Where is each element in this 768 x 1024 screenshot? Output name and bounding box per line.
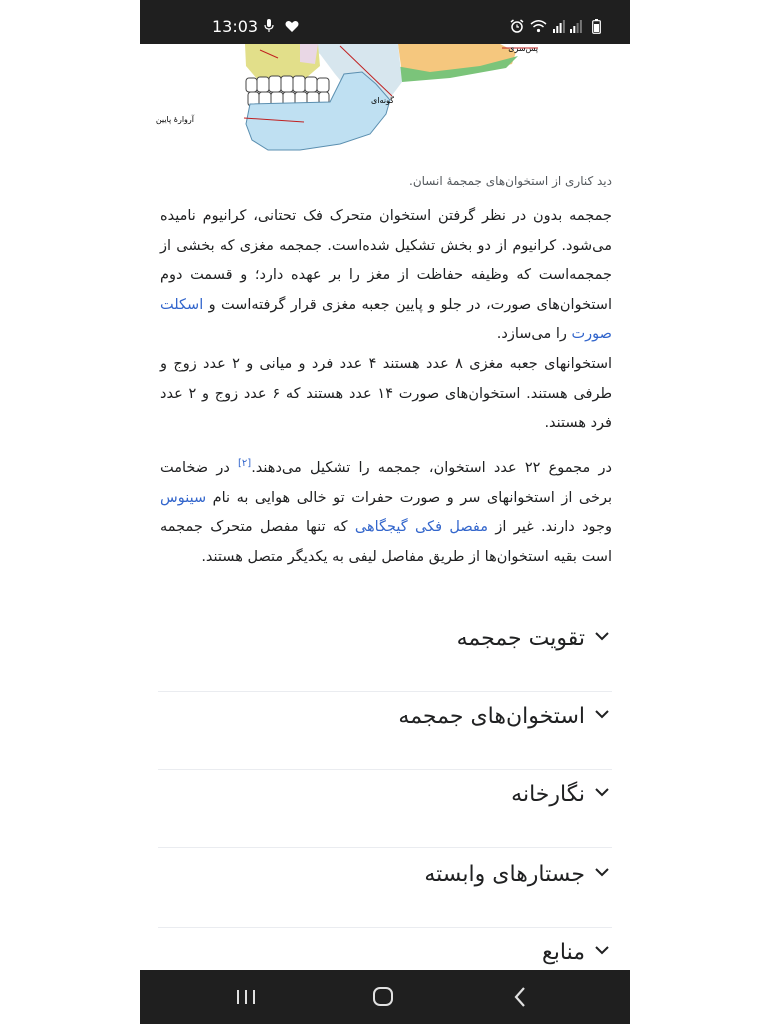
alarm-icon bbox=[510, 19, 524, 38]
paragraph bbox=[160, 202, 612, 350]
section-title: استخوان‌های جمجمه bbox=[398, 704, 585, 729]
label-zygomatic: گونه‌ای bbox=[371, 96, 394, 105]
link-sinus[interactable]: سینوس bbox=[160, 489, 207, 506]
paragraph-text: در مجموع ۲۲ عدد استخوان، جمجمه را تشکیل می‌دهند. bbox=[251, 460, 612, 476]
paragraph-text: جمجمه بدون در نظر گرفتن استخوان متحرک فک تحتانی، کرانیوم نامیده می‌شود. کرانیوم از دو بخش تشکیل شده‌است. جمجمه مغزی که بخشی از جمجمه‌است که وظیفه حفاظت از مغز را بر عهده دارد؛ و قسمت دوم استخوان‌های صورت، در جلو و پایین جعبه مغزی قرار گرفته‌است و bbox=[160, 208, 612, 313]
wifi-icon bbox=[530, 19, 547, 38]
paragraph-text: را می‌سازد. bbox=[496, 326, 572, 342]
section-header[interactable] bbox=[158, 692, 612, 770]
paragraph-text: وجود دارند. غیر از bbox=[488, 519, 612, 535]
chevron-down-icon bbox=[594, 866, 610, 878]
status-bar bbox=[140, 0, 630, 44]
section-header[interactable] bbox=[158, 614, 612, 692]
mic-icon bbox=[264, 19, 274, 38]
back-button[interactable] bbox=[500, 984, 540, 1010]
section-header[interactable] bbox=[158, 770, 612, 848]
battery-icon bbox=[592, 19, 601, 39]
figure-caption: دید کناری از استخوان‌های جمجمهٔ انسان. bbox=[409, 174, 612, 188]
recent-apps-button[interactable] bbox=[226, 984, 266, 1010]
home-button[interactable] bbox=[363, 984, 403, 1010]
section-title: تقویت جمجمه bbox=[456, 626, 585, 651]
heart-icon bbox=[285, 20, 299, 38]
chevron-down-icon bbox=[594, 786, 610, 798]
section-title: جستارهای وابسته bbox=[424, 862, 585, 887]
signal-icon bbox=[553, 19, 565, 38]
chevron-down-icon bbox=[594, 944, 610, 956]
link-temporomandibular-joint[interactable]: مفصل فکی گیجگاهی bbox=[354, 519, 489, 535]
label-occipital: پس‌سری bbox=[508, 44, 538, 53]
label-mandible: آروارهٔ پایین bbox=[155, 115, 194, 124]
divider bbox=[158, 847, 612, 848]
phone-screen bbox=[140, 0, 630, 1024]
paragraph-text: که تنها مفصل متحرک جمجمه است بقیه استخوان‌ها از طریق مفاصل لیفی به یکدیگر متصل هستند. bbox=[160, 519, 612, 565]
chevron-down-icon bbox=[594, 708, 610, 720]
section-title: منابع bbox=[542, 940, 585, 965]
chevron-down-icon bbox=[594, 630, 610, 642]
article-content bbox=[140, 44, 630, 970]
paragraph-text: در ضخامت برخی از استخوانهای سر و صورت حفرات تو خالی هوایی به نام bbox=[160, 460, 612, 506]
paragraph: استخوانهای جعبه مغزی ۸ عدد هستند ۴ عدد فرد و میانی و ۲ عدد زوج و طرفی هستند. استخوان‌های صورت ۱۴ عدد هستند که ۶ عدد زوج و ۲ عدد فرد هستند. bbox=[160, 356, 613, 431]
signal-icon bbox=[570, 19, 582, 38]
section-header[interactable] bbox=[158, 928, 612, 970]
status-time: 13:03 bbox=[212, 17, 259, 36]
section-title: نگارخانه bbox=[511, 782, 585, 807]
skull-diagram[interactable] bbox=[140, 44, 630, 164]
navigation-bar bbox=[140, 970, 630, 1024]
section-header[interactable] bbox=[158, 850, 612, 928]
link-facial-skeleton[interactable]: اسکلت صورت bbox=[160, 296, 612, 342]
paragraph bbox=[160, 454, 612, 572]
reference-link[interactable]: [۲] bbox=[238, 458, 252, 470]
